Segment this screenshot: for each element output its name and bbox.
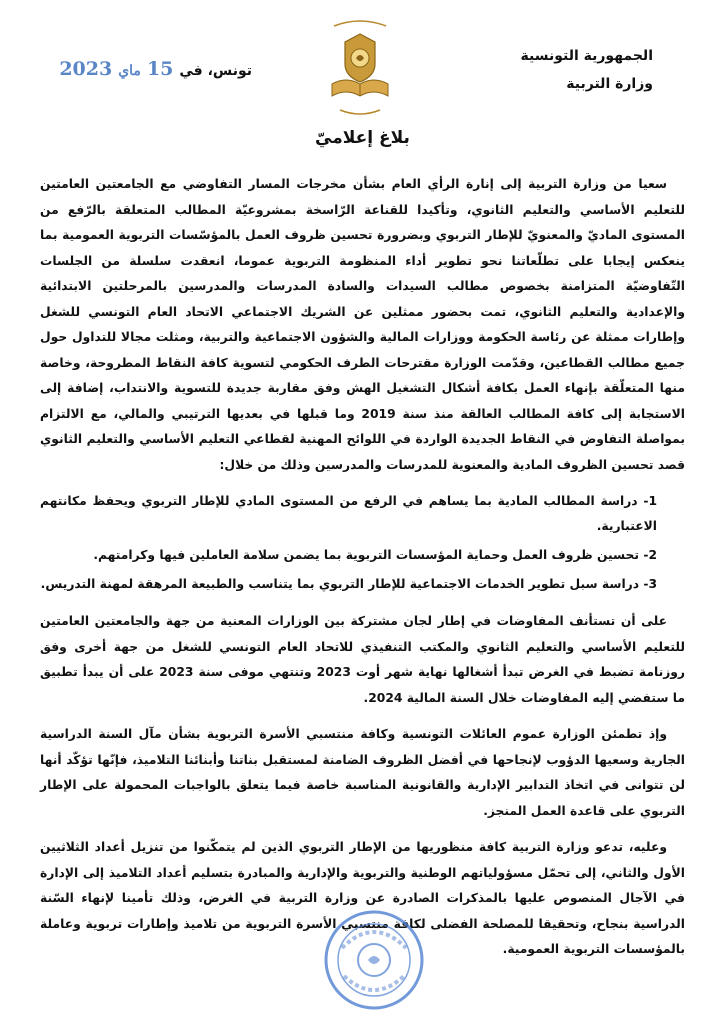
ministry-name: وزارة التربية [566, 76, 653, 92]
list-item: 1- دراسة المطالب المادية بما يساهم في الرفع من المستوى المادي للإطار التربوي ويحفظ مكانتهم الاعتبارية. [40, 494, 657, 533]
letterhead [503, 42, 653, 98]
measures-list [40, 489, 685, 597]
paragraph-2: على أن تستأنف المفاوضات في إطار لجان مشتركة بين الوزارات المعنية من جهة والجامعتين العامتين للتعليم الأساسي والتعليم الثانوي والمكتب التنفيذي للاتحاد العام التونسي للشغل من جهة أخرى وفق روزنامة تضبط في الغرض تبدأ أشغالها نهاية شهر أوت 2023 وتنتهي موفى سنة 2023 على أن يبدأ تطبيق ما ستفضي إليه المفاوضات خلال السنة المالية 2024. [40, 614, 685, 705]
place-date [52, 58, 252, 80]
paragraph-1: سعيا من وزارة التربية إلى إنارة الرأي العام بشأن مخرجات المسار التفاوضي مع الجامعتين العامتين للتعليم الأساسي والتعليم الثانوي، وتأكيدا للقناعة الرّاسخة بمشروعيّة المطالب المتعلقة بالرّفع من المستوى الماديّ والمعنويّ للإطار التربوي وبضرورة تحسين ظروف العمل بالمؤسّسات التربوية العمومية بما ينعكس إيجابا على تطلّعاتنا نحو تطوير أداء المنظومة التربوية عموما، انعقدت سلسلة من الجلسات التّفاوضيّة المتزامنة بخصوص مطالب السيدات والسادة المدرسات والمدرسين بالمرحلتين الابتدائية والإعدادية والتعليم الثانوي، تمت بحضور ممثلين عن الشريك الاجتماعي الاتحاد العام التونسي للشغل وإطارات ممثلة عن رئاسة الحكومة ووزارات المالية والشؤون الاجتماعية والتربية، ومثلت مجالا للتداول حول جميع مطالب القطاعين، وقدّمت الوزارة مقترحات الطرف الحكومي لتسوية كافة النقاط المطروحة، وخاصة منها المتعلّقة بإنهاء العمل بكافة أشكال التشغيل الهش وفق مقاربة جديدة للتسوية والانتداب، إضافة إلى الاستجابة إلى كافة المطالب العالقة منذ سنة 2019 وما قبلها في بعديها الترتيبي والمالي، مع الالتزام بمواصلة التفاوض في النقاط الجديدة الواردة في اللوائح المهنية لقطاعي التعليم الأساسي والتعليم الثانوي قصد تحسين الظروف المادية والمعنوية للمدرسات والمدرسين وذلك من خلال: [40, 177, 685, 472]
official-stamp-icon [322, 908, 426, 1012]
paragraph-4: وعليه، تدعو وزارة التربية كافة منظوريها من الإطار التربوي الذين لم يتمكّنوا من تنزيل أعداد الثلاثيين الأول والثاني، إلى تحمّل مسؤولياتهم الوطنية والتربوية والإدارية والمبادرة بتسليم أعداد التلاميذ إلى الإدارة في الآجال المنصوص عليها بالمذكرات الصادرة عن وزارة التربية في الغرض، وذلك تأمينا لإنهاء السّنة الدراسية بنجاح، وتحقيقا للمصلحة الفضلى لكافة منتسبي الأسرة التربوية من تلاميذ وإطارات تربوية وعاملة بالمؤسسات التربوية العمومية. [40, 840, 685, 956]
place-date-label: تونس، في [179, 63, 252, 79]
date-month: ماي [118, 63, 141, 79]
country-name: الجمهورية التونسية [520, 48, 653, 64]
page-title: بلاغ إعلاميّ [315, 128, 410, 148]
ministry-emblem-icon [320, 14, 400, 124]
document-body [40, 172, 685, 974]
list-item: 2- تحسين ظروف العمل وحماية المؤسسات التربوية بما يضمن سلامة العاملين فيها وكرامتهم. [93, 548, 657, 562]
list-item: 3- دراسة سبل تطوير الخدمات الاجتماعية للإطار التربوي بما يتناسب والطبيعة المرهقة لمهنة التدريس. [40, 577, 657, 591]
date-year: 2023 [59, 58, 113, 80]
date-day: 15 [146, 58, 174, 80]
paragraph-3: وإذ تطمئن الوزارة عموم العائلات التونسية وكافة منتسبي الأسرة التربوية بشأن مآل السنة الدراسية الجارية وسعيها الدؤوب لإنجاحها في أفضل الظروف الضامنة لمستقبل بناتنا وأبنائنا التلاميذ، فإنّها تؤكّد أنها لن تتوانى في اتخاذ التدابير الإدارية والقانونية المناسبة خاصة فيما يتعلق بالواجبات المحمولة على الإطار التربوي على قاعدة العمل المنجز. [40, 727, 685, 818]
